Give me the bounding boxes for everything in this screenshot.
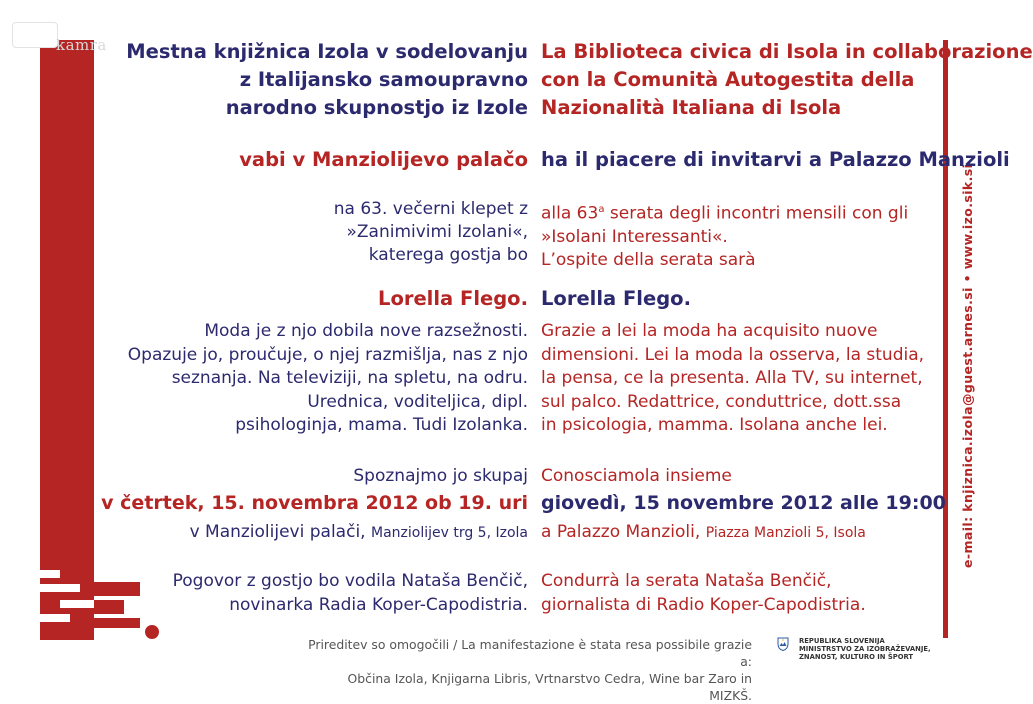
slovene-venue xyxy=(190,522,528,542)
italian-description-line: sul palco. Redattrice, conduttrice, dott.ssa xyxy=(541,391,902,412)
italian-intro-line: »Isolani Interessanti«. xyxy=(541,226,728,247)
italian-moderator-line: Condurrà la serata Nataša Benčič, xyxy=(541,571,832,591)
italian-intro-pre: alla 63 xyxy=(541,203,599,224)
italian-invite: ha il piacere di invitarvi a Palazzo Manzioli xyxy=(541,148,1010,171)
ministry-line: REPUBLIKA SLOVENIJA xyxy=(799,637,885,645)
italian-header-line: con la Comunità Autogestita della xyxy=(541,68,915,91)
italian-header-line: Nazionalità Italiana di Isola xyxy=(541,96,842,119)
italian-description-line: in psicologia, mamma. Isolana anche lei. xyxy=(541,415,888,435)
slovene-date: v četrtek, 15. novembra 2012 ob 19. uri xyxy=(101,492,528,514)
slovene-moderator-line: novinarka Radia Koper-Capodistria. xyxy=(229,594,528,615)
kamra-logo: kamra xyxy=(56,36,107,54)
italian-description-line: la pensa, ce la presenta. Alla TV, su internet, xyxy=(541,368,923,388)
italian-intro-line xyxy=(541,198,908,226)
slovene-venue-main: v Manziolijevi palači, xyxy=(189,522,366,542)
ministry-line: ZNANOST, KULTURO IN ŠPORT xyxy=(799,653,914,661)
slovene-intro-line: katerega gostja bo xyxy=(368,245,528,265)
italian-header-line: La Biblioteca civica di Isola in collaborazione xyxy=(541,40,1033,63)
slovene-description xyxy=(128,320,528,438)
slovene-header-line: Mestna knjižnica Izola v sodelovanju xyxy=(126,40,528,63)
slovene-description-line: Opazuje jo, proučuje, o njej razmišlja, nas z njo xyxy=(127,344,528,365)
italian-venue-address: Piazza Manzioli 5, Isola xyxy=(705,525,866,541)
italian-date: giovedì, 15 novembre 2012 alle 19:00 xyxy=(541,492,946,514)
italian-venue-main: a Palazzo Manzioli, xyxy=(541,522,701,542)
italian-description xyxy=(541,320,924,438)
slovene-description-line: psihologinja, mama. Tudi Izolanka. xyxy=(235,415,528,435)
contact-vertical-text: e-mail: knjiznica.izola@guest.arnes.si • www.izo.sik.si xyxy=(960,163,975,568)
slovene-venue-address: Manziolijev trg 5, Izola xyxy=(370,525,528,541)
sponsor-line: Prireditev so omogočili / La manifestazione è stata resa possibile grazie a: xyxy=(308,637,752,669)
sponsor-text xyxy=(302,636,752,704)
ministry-text xyxy=(799,637,931,661)
italian-description-line: Grazie a lei la moda ha acquisito nuove xyxy=(541,321,878,341)
italian-intro xyxy=(541,198,908,272)
slovene-intro-line: »Zanimivimi Izolani«, xyxy=(346,222,528,242)
slovene-intro xyxy=(334,198,528,267)
italian-intro-superscript: a xyxy=(598,204,605,215)
slovene-description-line: Moda je z njo dobila nove razsežnosti. xyxy=(204,321,528,341)
slovene-intro-line: na 63. večerni klepet z xyxy=(333,199,528,219)
italian-moderator xyxy=(541,570,866,617)
right-red-bar xyxy=(943,40,948,638)
slovene-description-line: seznanja. Na televiziji, na spletu, na odru. xyxy=(171,368,528,388)
slovene-meet: Spoznajmo jo skupaj xyxy=(353,466,528,486)
slovene-header-line: narodno skupnostjo iz Izole xyxy=(225,96,528,119)
slovene-moderator-line: Pogovor z gostjo bo vodila Nataša Benčič, xyxy=(172,571,528,591)
slovene-guest-name: Lorella Flego. xyxy=(378,287,528,310)
italian-intro-post: serata degli incontri mensili con gli xyxy=(604,203,909,224)
slovene-invite: vabi v Manziolijevo palačo xyxy=(239,148,528,171)
slovene-header xyxy=(126,38,528,122)
italian-venue xyxy=(541,522,866,542)
slovene-moderator xyxy=(173,570,528,617)
italian-moderator-line: giornalista di Radio Koper-Capodistria. xyxy=(541,594,866,615)
italian-intro-line: L’ospite della serata sarà xyxy=(541,249,756,270)
sik-logo xyxy=(40,548,160,640)
italian-meet: Conosciamola insieme xyxy=(541,466,732,486)
italian-description-line: dimensioni. Lei la moda la osserva, la studia, xyxy=(541,344,925,365)
italian-header xyxy=(541,38,1033,122)
sponsor-line: Občina Izola, Knjigarna Libris, Vrtnarstvo Cedra, Wine bar Zaro in MIZKŠ. xyxy=(347,671,752,703)
italian-guest-name: Lorella Flego. xyxy=(541,287,691,310)
slovene-header-line: z Italijansko samoupravno xyxy=(239,68,528,91)
slovenia-crest-icon xyxy=(777,637,789,651)
slovene-description-line: Urednica, voditeljica, dipl. xyxy=(307,391,528,412)
corner-frame xyxy=(12,22,58,48)
ministry-line: MINISTRSTVO ZA IZOBRAŽEVANJE, xyxy=(799,645,931,653)
